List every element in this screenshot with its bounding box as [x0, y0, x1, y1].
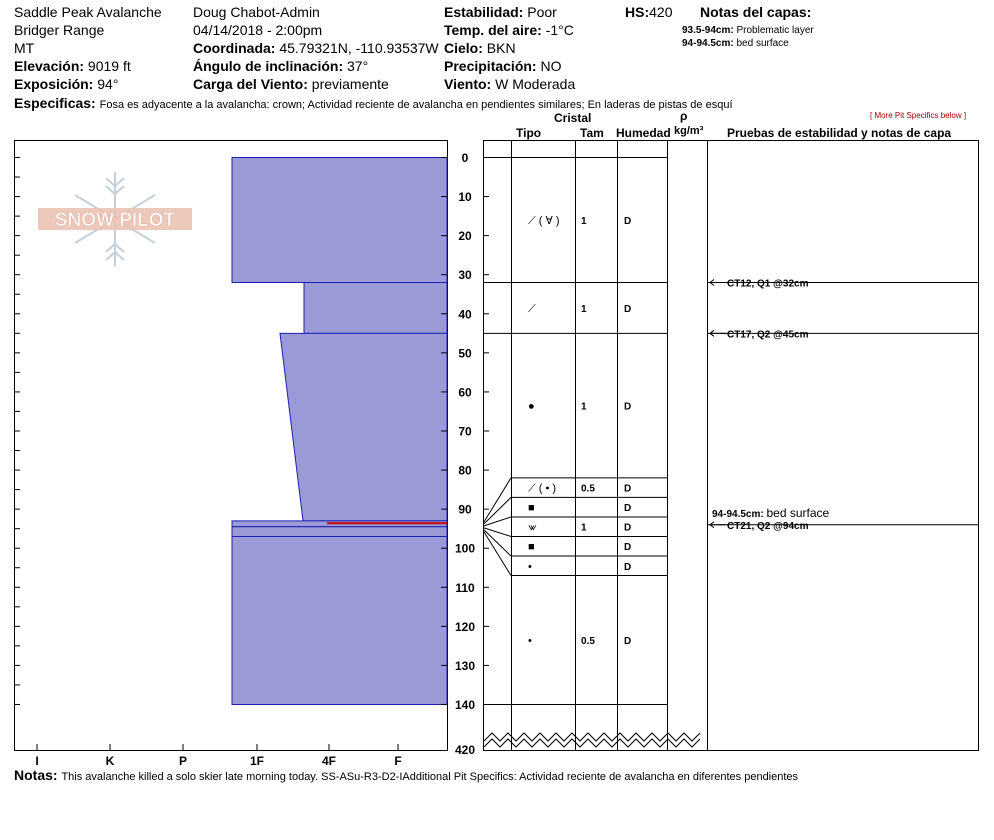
notes-field: Notas: This avalanche killed a solo skier late morning today. SS-ASu-R3-D2-IAdditional Pit Specifics: Actividad reciente de avalancha en diferentes pendientes	[14, 767, 799, 783]
stability-field: Estabilidad: Poor	[444, 4, 557, 20]
hardness-label: 1F	[249, 754, 265, 768]
crystal-type-3: ⟋ ( • )	[528, 482, 557, 495]
crystal-moisture-2: D	[624, 401, 632, 413]
elevation-field: Elevación: 9019 ft	[14, 58, 131, 74]
depth-label-bottom: 420	[454, 743, 476, 757]
snowpilot-logo	[38, 172, 192, 266]
layer-connector	[484, 528, 511, 537]
depth-label: 110	[455, 580, 475, 595]
crystal-type-4: ■	[528, 502, 535, 515]
type-heading: Tipo	[516, 126, 542, 140]
hardness-label: 4F	[321, 754, 337, 768]
wind-load-field: Carga del Viento: previamente	[193, 76, 389, 92]
test-label-2: CT21, Q2 @94cm	[727, 520, 809, 532]
wind-field: Viento: W Moderada	[444, 76, 576, 92]
layer-connector	[484, 517, 511, 526]
hardness-layer-1	[304, 283, 447, 334]
crystal-size-5: 1	[581, 522, 587, 534]
slope-field: Ángulo de inclinación: 37°	[193, 58, 369, 74]
hardness-layer-2	[280, 333, 447, 521]
hardness-layer-4	[232, 527, 447, 537]
crystal-moisture-8: D	[624, 636, 632, 648]
crystal-size-3: 0.5	[581, 483, 595, 495]
profile-layer-note: 94-94.5cm: bed surface	[712, 506, 830, 520]
density-heading: kg/m³	[674, 125, 704, 137]
range-name: Bridger Range	[14, 22, 105, 38]
layer-connector	[484, 530, 511, 556]
tests-heading: Pruebas de estabilidad y notas de capa	[727, 126, 952, 140]
state-name: MT	[14, 40, 35, 56]
depth-label: 130	[454, 658, 476, 673]
coordinate-field: Coordinada: 45.79321N, -110.93537W	[193, 40, 439, 56]
crystal-moisture-1: D	[624, 303, 632, 315]
layer-notes-title: Notas del capas:	[700, 4, 812, 20]
stability-tests	[707, 279, 979, 532]
location-name: Saddle Peak Avalanche	[14, 4, 162, 20]
depth-label: 0	[461, 151, 469, 165]
hardness-layer-5	[232, 536, 447, 704]
crystal-size-0: 1	[581, 216, 587, 228]
layer-note-2: 94-94.5cm: bed surface	[682, 38, 789, 49]
crystal-size-1: 1	[581, 303, 587, 315]
depth-axis	[441, 151, 511, 757]
hardness-label: I	[35, 754, 39, 768]
moisture-heading: Humedad	[616, 126, 671, 140]
specifics-field: Especificas: Fosa es adyacente a la avalancha: crown; Actividad reciente de avalancha en pendientes similares; En laderas de pistas de esquí	[14, 95, 733, 111]
crystal-type-5: ⩖	[528, 521, 537, 534]
hardness-layer-0	[232, 158, 447, 283]
crystal-moisture-5: D	[624, 522, 632, 534]
depth-label: 50	[458, 346, 472, 361]
observer-name: Doug Chabot-Admin	[193, 4, 320, 20]
crystal-frame	[484, 141, 979, 751]
depth-label: 30	[458, 268, 472, 283]
crystal-heading: Cristal	[554, 111, 592, 125]
hs-field: HS:420	[625, 4, 673, 20]
depth-label: 80	[458, 463, 472, 478]
sky-field: Cielo: BKN	[444, 40, 516, 56]
depth-label: 120	[454, 619, 476, 634]
layer-connectors	[484, 158, 511, 576]
crystal-type-0: ⟋ ( ∀ )	[528, 215, 560, 228]
crystal-type-6: ■	[528, 541, 535, 554]
hardness-axis	[35, 744, 401, 768]
test-label-1: CT17, Q2 @45cm	[727, 329, 809, 341]
depth-label: 40	[458, 307, 472, 322]
precip-field: Precipitación: NO	[444, 58, 562, 74]
datetime: 04/14/2018 - 2:00pm	[193, 22, 323, 38]
size-heading: Tam	[580, 126, 604, 140]
depth-label: 140	[454, 697, 476, 712]
crystal-moisture-0: D	[624, 216, 632, 228]
layer-note-1: 93.5-94cm: Problematic layer	[682, 25, 814, 36]
crystal-type-2: ●	[528, 400, 535, 413]
crystal-moisture-4: D	[624, 503, 632, 515]
crystal-size-8: 0.5	[581, 636, 595, 648]
crystal-type-8: •	[528, 635, 532, 648]
rho-heading: ρ	[680, 109, 688, 123]
crystal-type-7: •	[528, 560, 532, 573]
depth-label: 100	[454, 541, 476, 556]
logo-text: SNOW PILOT	[54, 210, 176, 231]
depth-label: 10	[458, 190, 472, 205]
more-specifics-link[interactable]: [ More Pit Specifics below ]	[870, 111, 967, 120]
crystal-moisture-3: D	[624, 483, 632, 495]
crystal-moisture-6: D	[624, 542, 632, 554]
crystal-type-1: ⟋	[528, 302, 536, 315]
hardness-layers	[232, 158, 447, 705]
air-temp-field: Temp. del aire: -1°C	[444, 22, 574, 38]
depth-label: 90	[458, 502, 472, 517]
layer-connector	[484, 497, 511, 524]
crystal-moisture-7: D	[624, 561, 632, 573]
aspect-field: Exposición: 94°	[14, 76, 119, 92]
depth-label: 60	[458, 385, 472, 400]
depth-label: 20	[458, 229, 472, 244]
hardness-label: K	[105, 754, 115, 768]
test-label-0: CT12, Q1 @32cm	[727, 278, 809, 290]
hardness-label: F	[394, 754, 402, 768]
hardness-label: P	[178, 754, 188, 768]
crystal-rows	[511, 158, 667, 705]
depth-label: 70	[458, 424, 472, 439]
crystal-size-2: 1	[581, 401, 587, 413]
layer-connector	[484, 532, 511, 576]
layer-connector	[484, 478, 511, 522]
